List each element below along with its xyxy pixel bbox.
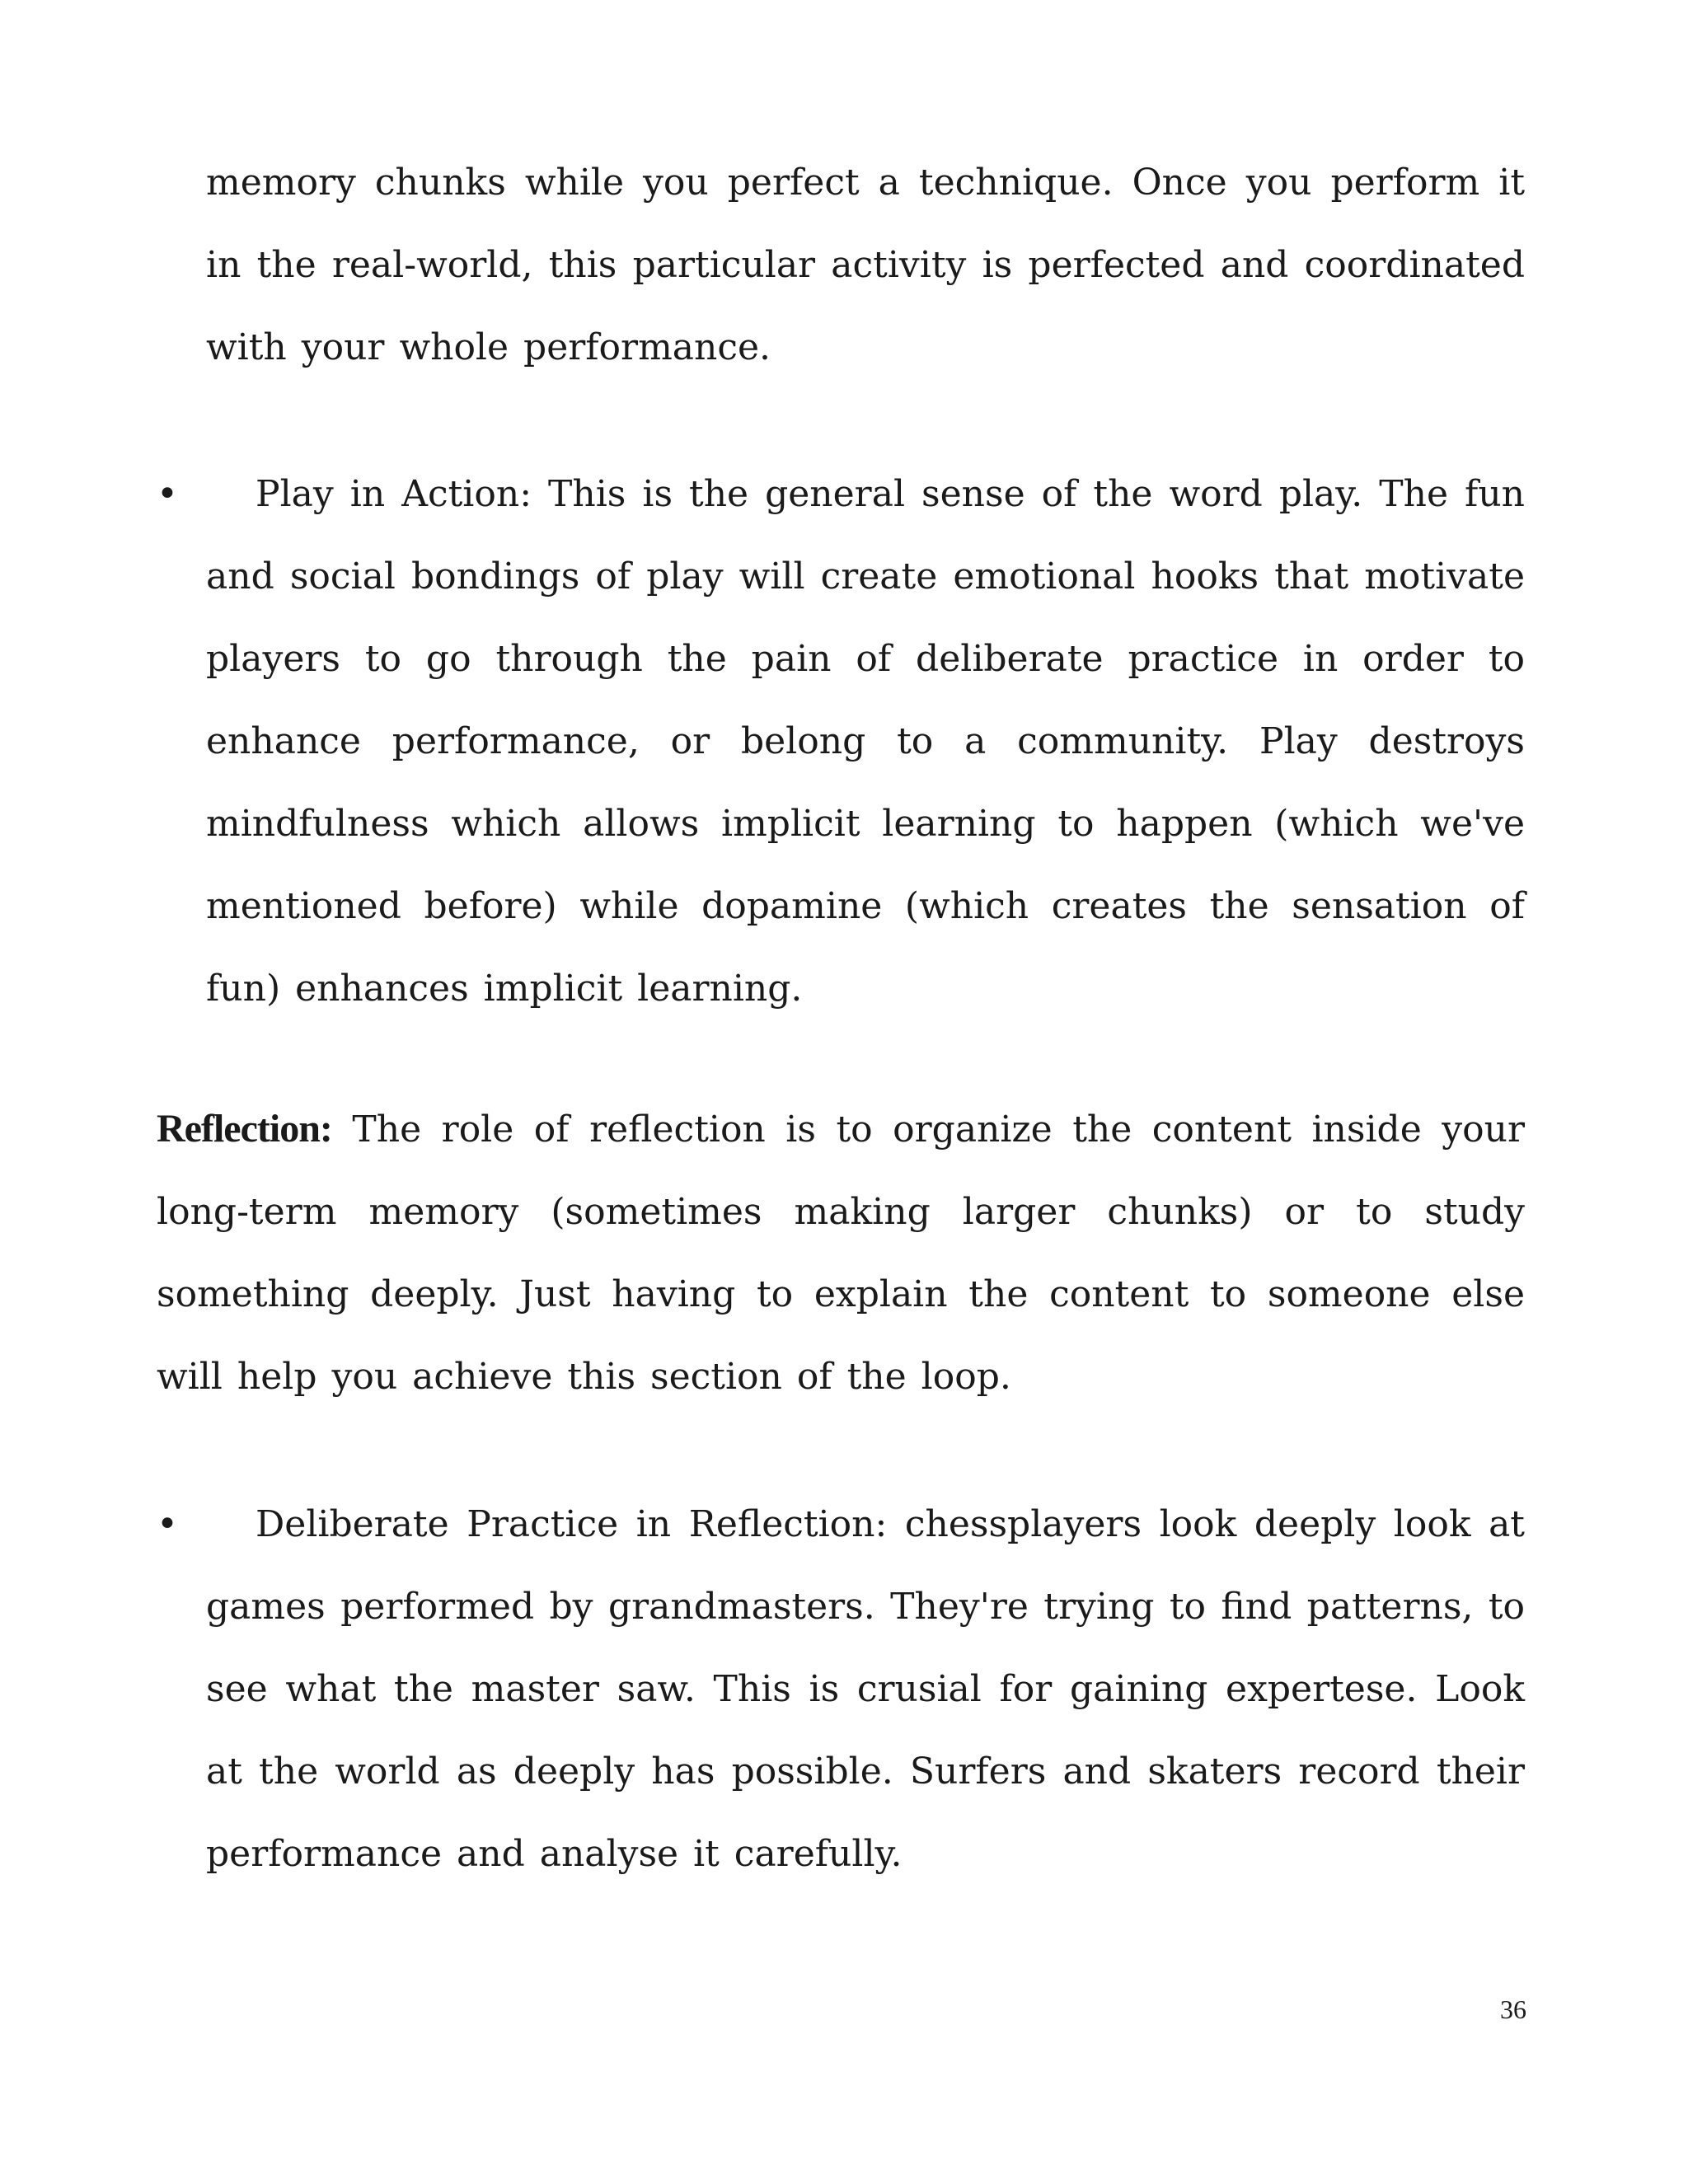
bullet-deliberate-practice-text: Deliberate Practice in Reflection: chessplayers look deeply look at games performed by grandmasters. They're trying to find patterns, to see what the master saw. This is crusial for gaining expertese. Look at the world as deeply has possible. Surfers and skaters record their performance and analyse it carefully.: [206, 1503, 1525, 1875]
bullet-play-in-action-text: Play in Action: This is the general sense of the word play. The fun and social bondings of play will create emotional hooks that motivate players to go through the pain of deliberate practice in order to enhance performance, or belong to a community. Play destroys mindfulness which allows implicit learning to happen (which we've mentioned before) while dopamine (which creates the sensation of fun) enhances implicit learning.: [206, 473, 1525, 1010]
reflection-paragraph: [157, 1088, 1525, 1418]
bullet-marker: •: [157, 473, 178, 515]
continuation-paragraph: memory chunks while you perfect a technique. Once you perform it in the real-world, this particular activity is perfected and coordinated with your whole performance.: [206, 162, 1525, 368]
reflection-heading: Reflection:: [157, 1107, 332, 1151]
bullet-marker: •: [157, 1503, 178, 1545]
page-number: 36: [1500, 1994, 1526, 2024]
reflection-text: The role of reflection is to organize the content inside your long-term memory (sometimes making larger chunks) or to study something deeply. Just having to explain the content to someone else will help you achieve this section of the loop.: [157, 1108, 1525, 1398]
